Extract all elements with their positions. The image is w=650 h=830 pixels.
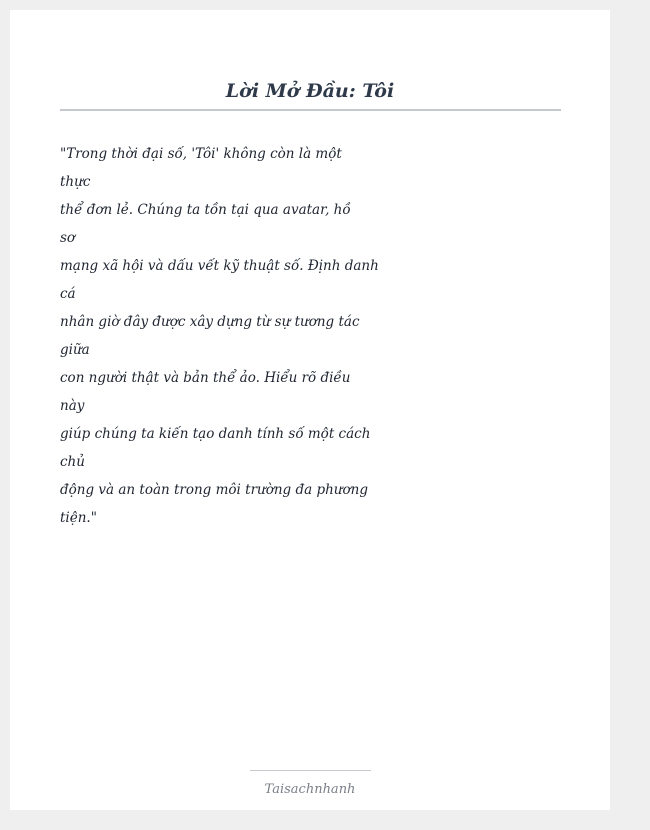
body-line: động và an toàn trong môi trường đa phương	[60, 482, 368, 498]
body-line: "Trong thời đại số, 'Tôi' không còn là một	[60, 146, 342, 162]
body-line: giúp chúng ta kiến tạo danh tính số một cách	[60, 426, 371, 442]
body-line: chủ	[60, 454, 85, 470]
body-line: nhân giờ đây được xây dựng từ sự tương tác	[60, 314, 360, 330]
footer-divider	[250, 770, 371, 771]
body-line: này	[60, 398, 85, 414]
title-divider	[60, 109, 561, 111]
body-line: con người thật và bản thể ảo. Hiểu rõ điều	[60, 370, 351, 386]
body-line: sơ	[60, 230, 76, 246]
body-line: mạng xã hội và dấu vết kỹ thuật số. Định danh	[60, 258, 379, 274]
document-page	[10, 10, 610, 810]
page-title: Lời Mở Đầu: Tôi	[225, 80, 395, 102]
body-quote	[60, 140, 380, 532]
body-line: tiện."	[60, 510, 97, 526]
body-line: thể đơn lẻ. Chúng ta tồn tại qua avatar, hồ	[60, 202, 351, 218]
body-line: giữa	[60, 342, 90, 358]
body-line: cá	[60, 286, 76, 302]
footer-brand: Taisachnhanh	[264, 782, 356, 797]
body-line: thực	[60, 174, 91, 190]
